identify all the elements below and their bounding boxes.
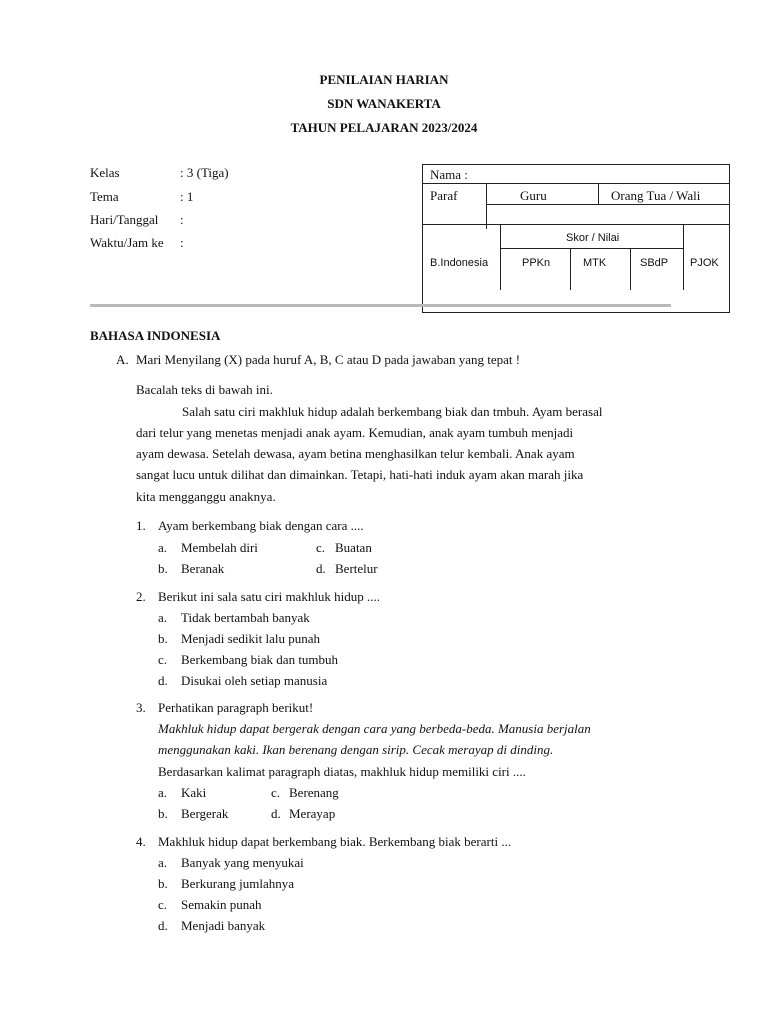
subject-ppkn: PPKn — [522, 257, 551, 269]
divider — [598, 183, 599, 204]
divider — [486, 204, 729, 205]
divider — [500, 248, 683, 249]
instruction-text: Mari Menyilang (X) pada huruf A, B, C atau D pada jawaban yang tepat ! — [136, 352, 521, 367]
option-text: Bergerak — [181, 806, 229, 821]
skor-label: Skor / Nilai — [566, 232, 620, 244]
header-separator — [90, 304, 671, 307]
divider — [570, 248, 571, 290]
option-letter: a. — [158, 540, 168, 555]
question-number: 3. — [136, 700, 146, 715]
divider — [422, 183, 729, 184]
divider — [486, 183, 487, 229]
option-text: Disukai oleh setiap manusia — [181, 673, 328, 688]
option-letter: d. — [158, 918, 168, 933]
ortu-label: Orang Tua / Wali — [611, 188, 701, 203]
section-title: BAHASA INDONESIA — [90, 328, 221, 343]
info-label-waktu: Waktu/Jam ke — [90, 235, 164, 250]
header-year: TAHUN PELAJARAN 2023/2024 — [290, 120, 478, 135]
reading-line: ayam dewasa. Setelah dewasa, ayam betina menghasilkan telur kembali. Anak ayam — [136, 446, 575, 461]
option-letter: a. — [158, 785, 168, 800]
guru-label: Guru — [520, 188, 547, 203]
divider — [683, 224, 684, 290]
question-text: Ayam berkembang biak dengan cara .... — [158, 518, 364, 533]
option-text: Buatan — [335, 540, 372, 555]
option-text: Berenang — [289, 785, 339, 800]
option-letter: a. — [158, 855, 168, 870]
question-text: Perhatikan paragraph berikut! — [158, 700, 314, 715]
option-text: Kaki — [181, 785, 207, 800]
paraf-label: Paraf — [430, 188, 458, 203]
info-label-kelas: Kelas — [90, 165, 120, 180]
nama-label: Nama : — [430, 167, 468, 182]
info-value-waktu: : — [180, 235, 184, 250]
subject-pjok: PJOK — [690, 257, 719, 269]
info-value-kelas: : 3 (Tiga) — [180, 165, 229, 180]
info-label-hari: Hari/Tanggal — [90, 212, 159, 227]
option-letter: d. — [316, 561, 326, 576]
option-letter: b. — [158, 561, 168, 576]
reading-intro: Bacalah teks di bawah ini. — [136, 382, 273, 397]
option-letter: a. — [158, 610, 168, 625]
divider — [630, 248, 631, 290]
paragraph-italic: menggunakan kaki. Ikan berenang dengan sirip. Cecak merayap di dinding. — [158, 742, 554, 757]
option-letter: c. — [158, 897, 168, 912]
info-label-tema: Tema — [90, 189, 119, 204]
instruction-letter: A. — [116, 352, 129, 367]
question-prompt: Berdasarkan kalimat paragraph diatas, makhluk hidup memiliki ciri .... — [158, 764, 526, 779]
option-letter: c. — [316, 540, 326, 555]
option-text: Bertelur — [335, 561, 378, 576]
option-letter: b. — [158, 876, 168, 891]
option-letter: c. — [158, 652, 168, 667]
option-letter: c. — [271, 785, 281, 800]
question-number: 4. — [136, 834, 146, 849]
option-letter: b. — [158, 631, 168, 646]
question-text: Berikut ini sala satu ciri makhluk hidup .... — [158, 589, 381, 604]
info-value-hari: : — [180, 212, 184, 227]
subject-mtk: MTK — [583, 257, 607, 269]
option-text: Menjadi sedikit lalu punah — [181, 631, 321, 646]
header-title: PENILAIAN HARIAN — [319, 72, 449, 87]
info-value-tema: : 1 — [180, 189, 194, 204]
reading-line: sangat lucu untuk dilihat dan dimainkan. Tetapi, hati-hati induk ayam akan marah jika — [136, 467, 584, 482]
question-number: 2. — [136, 589, 146, 604]
option-letter: b. — [158, 806, 168, 821]
option-text: Membelah diri — [181, 540, 258, 555]
option-text: Menjadi banyak — [181, 918, 266, 933]
option-text: Banyak yang menyukai — [181, 855, 304, 870]
paragraph-italic: Makhluk hidup dapat bergerak dengan cara yang berbeda-beda. Manusia berjalan — [158, 721, 591, 736]
option-letter: d. — [158, 673, 168, 688]
option-text: Berkurang jumlahnya — [181, 876, 294, 891]
header-school: SDN WANAKERTA — [327, 96, 441, 111]
option-text: Tidak bertambah banyak — [181, 610, 310, 625]
option-text: Merayap — [289, 806, 336, 821]
subject-sbdp: SBdP — [640, 257, 669, 269]
reading-line: kita mengganggu anaknya. — [136, 489, 276, 504]
subject-bindonesia: B.Indonesia — [430, 257, 489, 269]
option-text: Berkembang biak dan tumbuh — [181, 652, 339, 667]
reading-line: dari telur yang menetas menjadi anak ayam. Kemudian, anak ayam tumbuh menjadi — [136, 425, 574, 440]
option-text: Semakin punah — [181, 897, 262, 912]
question-text: Makhluk hidup dapat berkembang biak. Berkembang biak berarti ... — [158, 834, 512, 849]
reading-line: Salah satu ciri makhluk hidup adalah berkembang biak dan tmbuh. Ayam berasal — [182, 404, 603, 419]
divider — [500, 224, 501, 290]
option-text: Beranak — [181, 561, 225, 576]
option-letter: d. — [271, 806, 281, 821]
question-number: 1. — [136, 518, 146, 533]
